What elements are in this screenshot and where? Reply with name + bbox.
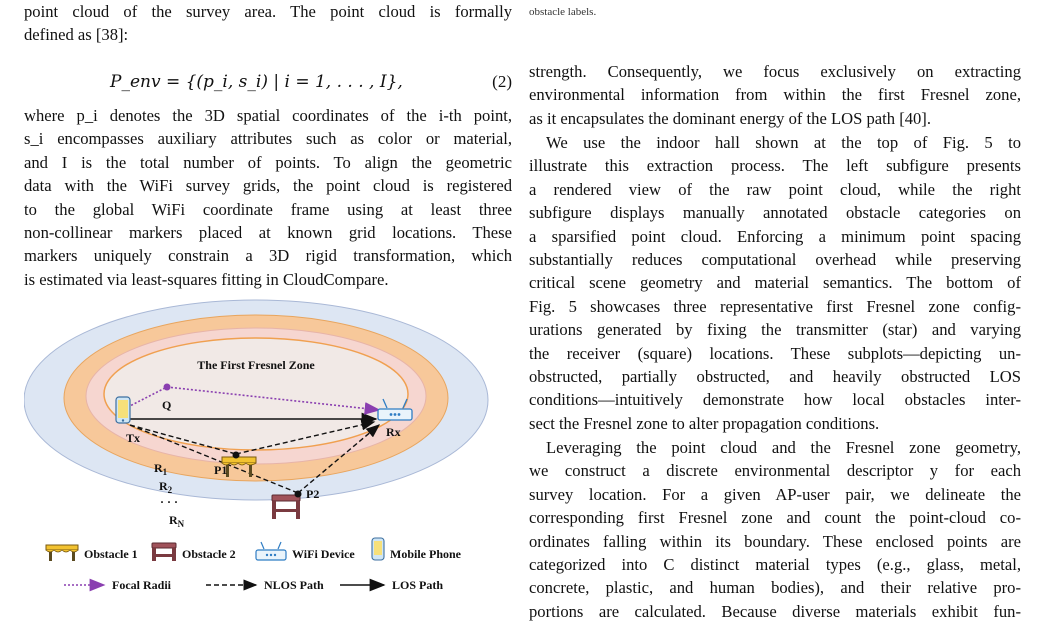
- text-line: subfigure displays manually annotated obstacle categories on: [529, 203, 1021, 223]
- text-line: and I is the total number of points. To align the geometric: [24, 152, 512, 172]
- point-p2: [295, 491, 302, 498]
- legend-los-label: LOS Path: [392, 578, 444, 592]
- figure-caption-tail: obstacle labels.: [529, 6, 597, 18]
- text-line: survey location. For a given AP-user pair, we delineate the: [529, 484, 1021, 504]
- text-line: is estimated via least-squares fitting in CloudCompare.: [24, 269, 389, 289]
- text-line: markers uniquely constrain a 3D rigid transformation, which: [24, 246, 512, 266]
- legend-focal-label: Focal Radii: [112, 578, 171, 592]
- text-line: We use the indoor hall shown at the top of Fig. 5 to: [546, 133, 1021, 152]
- text-line: substantially reduces computational overhead while preserving: [529, 250, 1021, 270]
- text-line: as it encapsulates the dominant energy of the LOS path [40].: [529, 108, 931, 128]
- mobile-phone-icon: [116, 397, 130, 423]
- label-tx: Tx: [126, 431, 141, 445]
- obstacle-2-icon: [272, 495, 300, 519]
- legend-nlos-label: NLOS Path: [264, 578, 324, 592]
- legend-obstacle-1: [46, 545, 78, 561]
- text-line: strength. Consequently, we focus exclusively on extracting: [529, 62, 1021, 81]
- equation-2: [24, 72, 512, 98]
- text-line: conditions—intuitively demonstrate how local obstacles inter-: [529, 390, 1021, 410]
- legend-obstacle-1-label: Obstacle 1: [84, 547, 138, 561]
- text-line: environmental information from within the first Fresnel zone,: [529, 85, 1021, 105]
- text-line: we construct a discrete environmental descriptor y for each: [529, 461, 1021, 481]
- text-line: to the global WiFi coordinate frame using at least three: [24, 199, 512, 219]
- label-q: Q: [162, 398, 172, 412]
- label-p1: P1: [214, 463, 228, 477]
- text-line: corresponding first Fresnel zone and count the point-cloud co-: [529, 508, 1021, 528]
- fresnel-zone-figure: [24, 292, 494, 614]
- label-rx: Rx: [386, 425, 401, 439]
- point-p1: [233, 452, 240, 459]
- text-line: critical scene geometry and material semantics. The bottom of: [529, 273, 1021, 293]
- equation-number: (2): [492, 72, 512, 91]
- text-line: ordinates falling within its boundary. These enclosed points are: [529, 531, 1021, 551]
- text-line: obstructed, partially obstructed, and heavily obstructed LOS: [529, 367, 1021, 387]
- text-line: portions are calculated. Because diverse materials exhibit fun-: [529, 601, 1021, 621]
- text-line: a sparsified point cloud. Enforcing a minimum point spacing: [529, 226, 1021, 246]
- text-line: categorized into C distinct material types (e.g., glass, metal,: [529, 555, 1021, 575]
- zone-title: The First Fresnel Zone: [197, 358, 315, 372]
- right-paragraph-1: [529, 60, 1021, 130]
- right-paragraph-2: [529, 131, 1021, 435]
- text-line: a rendered view of the raw point cloud, while the right: [529, 179, 1021, 199]
- text-line: sect the Fresnel zone to alter propagation conditions.: [529, 413, 880, 433]
- legend-obstacle-2: [152, 543, 176, 561]
- text-line: urations generated by fixing the transmitter (star) and varying: [529, 320, 1021, 340]
- fresnel-inner: [104, 338, 408, 450]
- left-paragraph: [24, 104, 512, 291]
- label-p2: P2: [306, 487, 320, 501]
- legend-obstacle-2-label: Obstacle 2: [182, 547, 236, 561]
- label-dots: · · ·: [160, 495, 179, 509]
- right-paragraph-3: [529, 436, 1021, 623]
- text-line: s_i encompasses auxiliary attributes such as color or material,: [24, 129, 512, 149]
- text-line: point cloud of the survey area. The point cloud is formally: [24, 2, 512, 21]
- label-rn: $R_N$: [169, 513, 185, 529]
- text-line: the receiver (square) locations. These subplots—depicting un-: [529, 343, 1021, 363]
- equation-body: P_env = {(p_i, s_i) | i = 1, . . . , I},: [110, 72, 403, 92]
- left-column: [24, 0, 512, 47]
- text-line: Leveraging the point cloud and the Fresnel zone geometry,: [546, 438, 1021, 457]
- text-line: data with the WiFi survey grids, the point cloud is registered: [24, 176, 512, 196]
- label-r2: $R_2$: [159, 479, 173, 495]
- text-line: non-collinear markers placed at known grid locations. These: [24, 223, 512, 243]
- point-q: [164, 384, 171, 391]
- text-line: illustrate this extraction process. The left subfigure presents: [529, 156, 1021, 176]
- legend-mobile-phone-label: Mobile Phone: [390, 547, 461, 561]
- text-line: concrete, plastic, and human bodies), and their relative pro-: [529, 578, 1021, 598]
- text-line: where p_i denotes the 3D spatial coordinates of the i-th point,: [24, 106, 512, 125]
- text-line: Fig. 5 showcases three representative first Fresnel zone config-: [529, 296, 1021, 316]
- legend-wifi-device-label: WiFi Device: [292, 547, 355, 561]
- legend-mobile-phone: [372, 538, 384, 560]
- legend-wifi-device: [256, 542, 286, 560]
- label-r1: $R_1$: [154, 461, 168, 477]
- text-line: defined as [38]:: [24, 25, 129, 45]
